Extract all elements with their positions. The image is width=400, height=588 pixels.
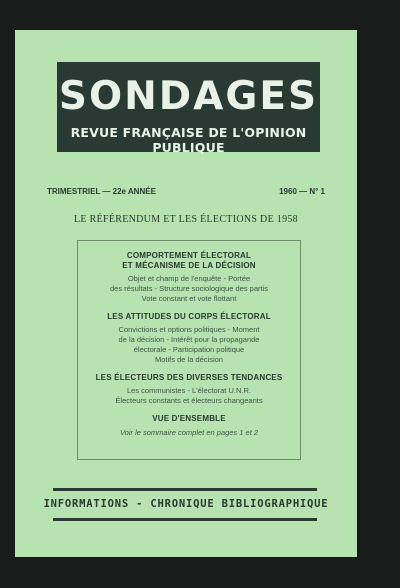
magazine-subtitle: REVUE FRANÇAISE DE L'OPINION PUBLIQUE — [70, 125, 307, 155]
frequency-label: TRIMESTRIEL — 22e ANNÉE — [47, 187, 156, 196]
toc-item: Convictions et options politiques - Moment — [118, 325, 260, 334]
table-of-contents — [77, 240, 301, 460]
toc-heading-line: ET MÉCANISME DE LA DÉCISION — [122, 261, 256, 270]
toc-item: Électeurs constants et électeurs changeants — [115, 396, 263, 405]
footer-banner: INFORMATIONS - CHRONIQUE BIBLIOGRAPHIQUE — [43, 498, 329, 510]
toc-heading — [78, 251, 300, 271]
magazine-cover — [15, 30, 357, 557]
toc-heading: LES ATTITUDES DU CORPS ÉLECTORAL — [107, 312, 271, 321]
issue-number: 1960 — N° 1 — [279, 187, 325, 196]
issue-title: LE RÉFÉRENDUM ET LES ÉLECTIONS DE 1958 — [74, 214, 298, 225]
toc-item: Objet et champ de l'enquête - Portée — [127, 274, 251, 283]
toc-item: Motifs de la décision — [155, 355, 223, 364]
toc-heading-line: COMPORTEMENT ÉLECTORAL — [126, 251, 252, 260]
toc-item: Les communistes - L'électorat U.N.R. — [127, 386, 251, 395]
toc-heading: VUE D'ENSEMBLE — [152, 414, 226, 423]
toc-item: électorale - Participation politique — [133, 345, 245, 354]
toc-note: Voir le sommaire complet en pages 1 et 2 — [119, 428, 259, 437]
toc-heading: LES ÉLECTEURS DES DIVERSES TENDANCES — [95, 373, 283, 382]
magazine-title: SONDAGES — [58, 74, 319, 119]
toc-item: de la décision - Intérêt pour la propagande — [118, 335, 260, 344]
footer-rule-top — [53, 488, 317, 491]
toc-item: des résultats - Structure sociologique des partis — [110, 284, 268, 293]
masthead — [57, 62, 320, 155]
toc-item: Vote constant et vote flottant — [141, 294, 237, 303]
footer-rule-bottom — [53, 518, 317, 521]
